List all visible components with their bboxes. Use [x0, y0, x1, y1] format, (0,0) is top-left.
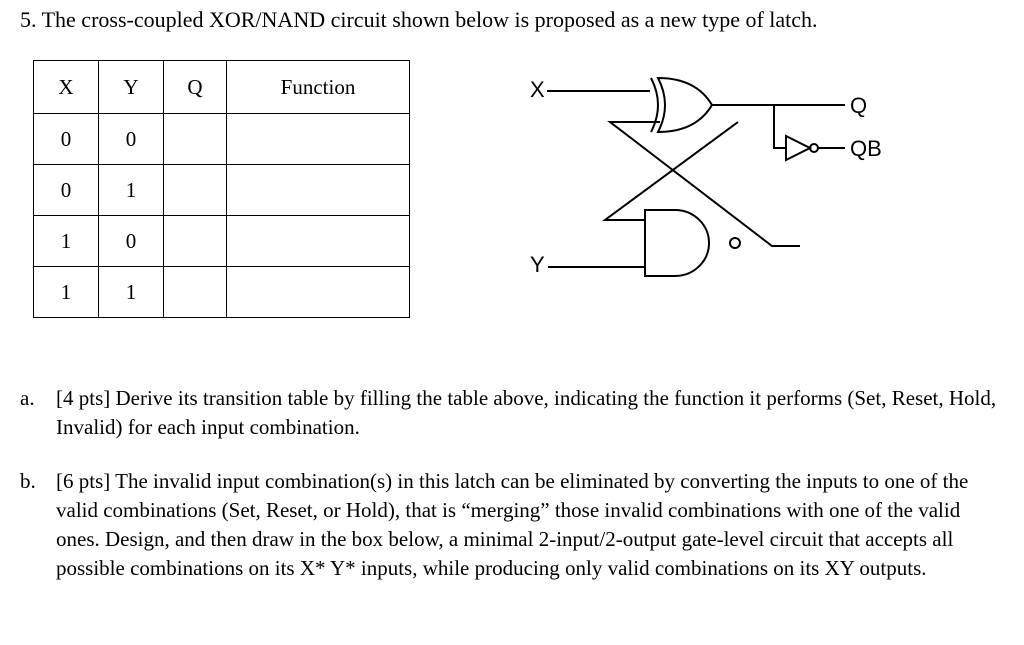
nand-bubble: [730, 238, 740, 248]
table-row: [34, 267, 410, 318]
cell-function[interactable]: [227, 267, 410, 318]
xor-gate: [658, 78, 712, 132]
q-output-wire: [712, 105, 786, 148]
cell-x: 1: [34, 267, 99, 318]
cell-function[interactable]: [227, 216, 410, 267]
cell-y: 0: [99, 216, 164, 267]
nand-gate: [645, 210, 709, 276]
part-a-marker: a.: [20, 386, 35, 410]
cell-y: 1: [99, 267, 164, 318]
cell-q[interactable]: [164, 114, 227, 165]
qb-label: QB: [850, 136, 882, 161]
part-b-text: [6 pts] The invalid input combination(s) in this latch can be eliminated by converting the inputs to one of the valid combinations (Set, Reset, or Hold), that is “merging” those invalid combinations with one of the valid ones. Design, and then draw in the box below, a minimal 2-input/2-output gate-level circuit that accepts all possible combinations on its X* Y* inputs, while producing only valid combinations on its XY outputs.: [56, 469, 969, 580]
part-b: [20, 467, 1020, 617]
x-label: X: [530, 77, 545, 102]
header-q: Q: [164, 61, 227, 114]
cell-x: 0: [34, 165, 99, 216]
table-row: [34, 216, 410, 267]
cell-function[interactable]: [227, 165, 410, 216]
table-row: [34, 114, 410, 165]
cell-q[interactable]: [164, 267, 227, 318]
cell-q[interactable]: [164, 216, 227, 267]
cell-x: 1: [34, 216, 99, 267]
inverter: [786, 136, 810, 160]
cell-q[interactable]: [164, 165, 227, 216]
cell-x: 0: [34, 114, 99, 165]
question-title: 5. The cross-coupled XOR/NAND circuit shown below is proposed as a new type of latch.: [20, 7, 818, 32]
header-y: Y: [99, 61, 164, 114]
header-x: X: [34, 61, 99, 114]
part-b-marker: b.: [20, 469, 36, 493]
cell-y: 0: [99, 114, 164, 165]
part-a: [20, 384, 1020, 444]
transition-table: [33, 60, 410, 318]
xor-extra-curve: [651, 78, 658, 132]
latch-circuit-diagram: [510, 70, 910, 280]
cell-function[interactable]: [227, 114, 410, 165]
part-a-text: [4 pts] Derive its transition table by filling the table above, indicating the function it performs (Set, Reset, Hold, Invalid) for each input combination.: [56, 386, 997, 439]
q-label: Q: [850, 93, 868, 118]
table-row: [34, 165, 410, 216]
cell-y: 1: [99, 165, 164, 216]
table-header-row: [34, 61, 410, 114]
y-label: Y: [530, 252, 545, 277]
header-function: Function: [227, 61, 410, 114]
